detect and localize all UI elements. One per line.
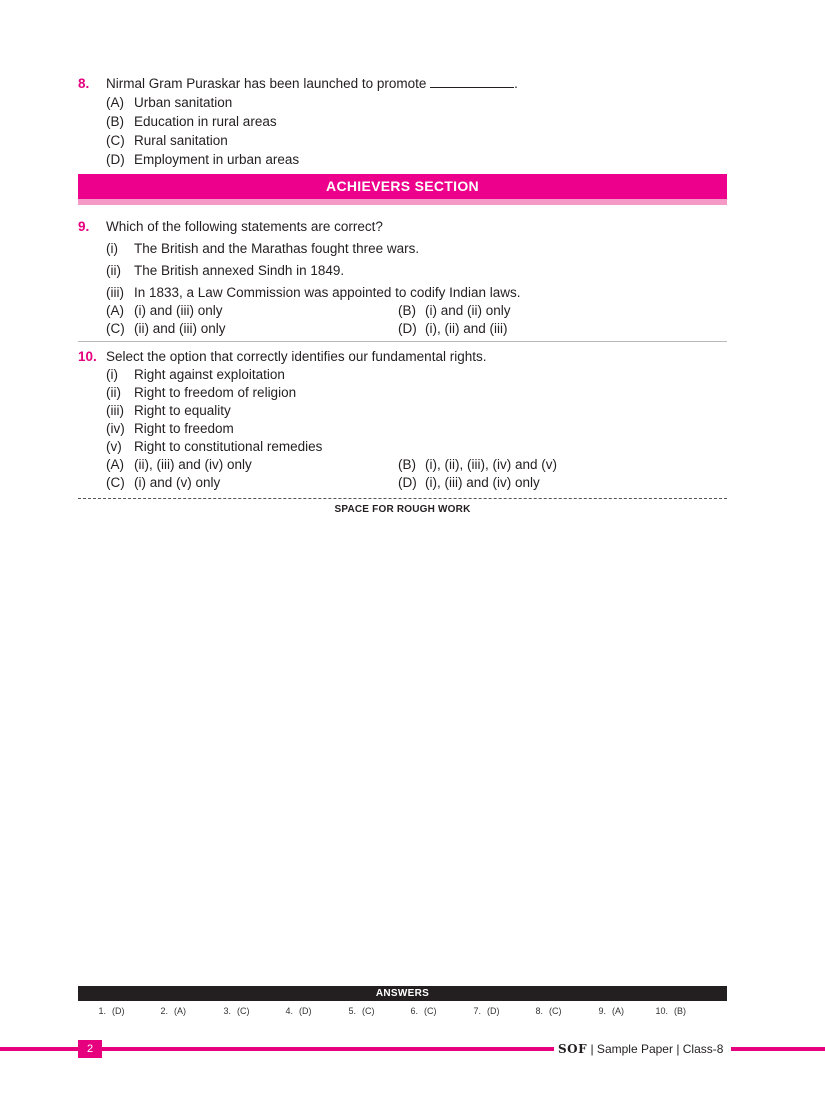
answer-item: 4. (D) xyxy=(285,1006,312,1016)
question-number: 9. xyxy=(78,219,90,234)
question-10 xyxy=(78,348,727,492)
footer-label: | Sample Paper | Class-8 xyxy=(590,1042,724,1056)
options-row-2: (C) (ii) and (iii) only (D) (i), (ii) and (iii) xyxy=(106,321,508,336)
footer-caption xyxy=(558,1041,730,1057)
statement-iii: (iii) In 1833, a Law Commission was appointed to codify Indian laws. xyxy=(106,285,521,300)
statement-i: (i) Right against exploitation xyxy=(106,367,285,382)
answer-item: 9. (A) xyxy=(598,1006,624,1016)
answer-item: 6. (C) xyxy=(410,1006,437,1016)
statement-ii: (ii) Right to freedom of religion xyxy=(106,385,297,400)
answer-item: 8. (C) xyxy=(535,1006,562,1016)
statement-iii: (iii) Right to equality xyxy=(106,403,231,418)
answer-item: 2. (A) xyxy=(160,1006,186,1016)
option-b: (B) Education in rural areas xyxy=(106,114,277,129)
statement-ii: (ii) The British annexed Sindh in 1849. xyxy=(106,263,345,278)
options-row-2: (C) (i) and (v) only (D) (i), (iii) and (iv) only xyxy=(106,475,540,490)
section-header-underline xyxy=(78,199,727,205)
question-number: 10. xyxy=(78,349,97,364)
sof-logo: SOF xyxy=(558,1042,588,1056)
question-9 xyxy=(78,218,727,338)
rough-work-label: SPACE FOR ROUGH WORK xyxy=(334,504,471,515)
answer-item: 3. (C) xyxy=(223,1006,250,1016)
page-number: 2 xyxy=(78,1040,102,1058)
answer-item: 5. (C) xyxy=(348,1006,375,1016)
option-c: (C) Rural sanitation xyxy=(106,133,228,148)
answers-row xyxy=(78,1004,727,1018)
options-row-1: (A) (i) and (iii) only (B) (i) and (ii) only xyxy=(106,303,511,318)
rough-work-divider xyxy=(78,498,727,499)
question-text: Nirmal Gram Puraskar has been launched to promote . xyxy=(106,76,518,91)
answers-header: ANSWERS xyxy=(78,986,727,1001)
options-row-1: (A) (ii), (iii) and (iv) only (B) (i), (ii), (iii), (iv) and (v) xyxy=(106,457,557,472)
option-a: (A) Urban sanitation xyxy=(106,95,233,110)
statement-v: (v) Right to constitutional remedies xyxy=(106,439,323,454)
answer-item: 7. (D) xyxy=(473,1006,500,1016)
answer-item: 1. (D) xyxy=(98,1006,125,1016)
option-d: (D) Employment in urban areas xyxy=(106,152,300,167)
answer-item: 10. (B) xyxy=(655,1006,686,1016)
statement-i: (i) The British and the Marathas fought three wars. xyxy=(106,241,420,256)
question-text: Select the option that correctly identifies our fundamental rights. xyxy=(106,349,487,364)
question-number: 8. xyxy=(78,76,90,91)
question-text: Which of the following statements are correct? xyxy=(106,219,383,234)
question-8 xyxy=(78,75,727,169)
statement-iv: (iv) Right to freedom xyxy=(106,421,234,436)
section-header: ACHIEVERS SECTION xyxy=(78,174,727,199)
footer-rule-right xyxy=(731,1047,825,1051)
fill-blank xyxy=(430,75,514,88)
question-divider xyxy=(78,341,727,342)
